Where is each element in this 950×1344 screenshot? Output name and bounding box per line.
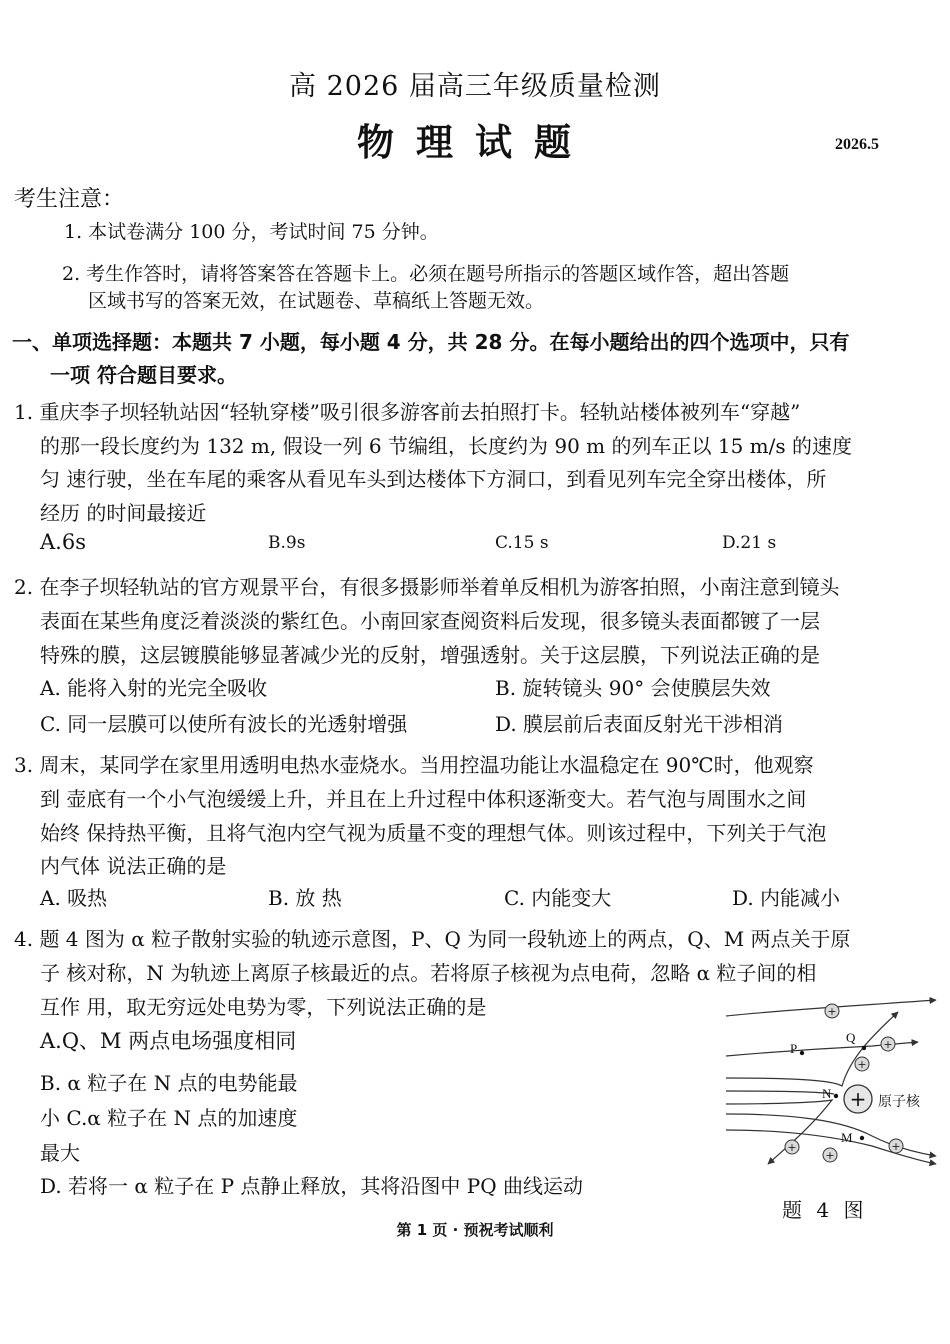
subject-title: 物理试题 [357, 121, 593, 164]
q4-option-a: A.Q、M 两点电场强度相同 [40, 1029, 297, 1053]
q2-line: 2. 在李子坝轻轨站的官方观景平台，有很多摄影师举着单反相机为游客拍照，小南注意到镜头 [14, 575, 840, 599]
point-m [860, 1136, 864, 1140]
q3-line: 3. 周末，某同学在家里用透明电热水壶烧水。当用控温功能让水温稳定在 90℃时，他观察 [14, 753, 814, 777]
notice-item-1: 1. 本试卷满分 100 分，考试时间 75 分钟。 [64, 221, 439, 243]
q3-option-c: C. 内能变大 [504, 886, 612, 910]
point-n [834, 1094, 838, 1098]
q3-line: 内气体 说法正确的是 [40, 854, 227, 878]
q1-line: 1. 重庆李子坝轻轨站因“轻轨穿楼”吸引很多游客前去拍照打卡。轻轨站楼体被列车“穿越” [14, 400, 801, 424]
page-footer: 第 1 页 · 预祝考试顺利 [396, 1221, 554, 1239]
exam-title: 高 2026 届高三年级质量检测 [289, 71, 661, 102]
section-heading-cont: 一项 符合题目要求。 [50, 363, 237, 387]
q3-option-b: B. 放 热 [268, 886, 342, 910]
nucleus [844, 1085, 872, 1113]
q1-line: 经历 的时间最接近 [40, 501, 207, 525]
label-p: P [790, 1041, 798, 1056]
plus-sign: + [825, 1149, 835, 1162]
q4-option-c-cont: 最大 [40, 1141, 80, 1165]
q3-option-a: A. 吸热 [40, 886, 108, 910]
section-heading: 一、单项选择题：本题共 7 小题，每小题 4 分，共 28 分。在每小题给出的四个选项中，只有 [12, 330, 850, 354]
exam-date: 2026.5 [835, 136, 879, 153]
q2-line: 表面在某些角度泛着淡淡的紫红色。小南回家查阅资料后发现，很多镜头表面都镀了一层 [40, 609, 820, 633]
q1-line: 匀 速行驶，坐在车尾的乘客从看见车头到达楼体下方洞口，到看见列车完全穿出楼体，所 [40, 467, 827, 491]
q4-line: 子 核对称，N 为轨迹上离原子核最近的点。若将原子核视为点电荷，忽略 α 粒子间的相 [40, 961, 817, 985]
label-n: N [822, 1086, 832, 1101]
plus-sign: + [883, 1038, 893, 1051]
alpha-scattering-diagram [722, 996, 940, 1176]
q2-option-a: A. 能将入射的光完全吸收 [40, 676, 268, 700]
trajectory-to-nucleus [726, 1091, 834, 1094]
notice-item-2: 2. 考生作答时，请将答案答在答题卡上。必须在题号所指示的答题区域作答，超出答题 [62, 263, 790, 285]
alpha-trajectories [726, 1000, 936, 1164]
nucleus-plus-sign: + [849, 1087, 867, 1111]
figure-caption: 题 4 图 [782, 1198, 868, 1222]
plus-sign: + [857, 1058, 867, 1071]
q2-line: 特殊的膜，这层镀膜能够显著减少光的反射，增强透射。关于这层膜，下列说法正确的是 [40, 643, 820, 667]
q2-option-c: C. 同一层膜可以使所有波长的光透射增强 [40, 712, 408, 736]
q1-option-c: C.15 s [495, 533, 549, 553]
plus-sign: + [787, 1141, 797, 1154]
q4-option-c: 小 C.α 粒子在 N 点的加速度 [40, 1106, 298, 1130]
label-q: Q [846, 1030, 856, 1045]
label-m: M [841, 1130, 853, 1145]
plus-sign: + [891, 1140, 901, 1153]
q3-line: 始终 保持热平衡，且将气泡内空气视为质量不变的理想气体。则该过程中，下列关于气泡 [40, 821, 827, 845]
nucleus-label: 原子核 [878, 1094, 920, 1110]
point-q [862, 1046, 866, 1050]
q4-option-b: B. α 粒子在 N 点的电势能最 [40, 1071, 298, 1095]
q1-option-d: D.21 s [722, 533, 777, 553]
q4-line: 互作 用，取无穷远处电势为零，下列说法正确的是 [40, 995, 487, 1019]
notice-item-2-cont: 区域书写的答案无效，在试题卷、草稿纸上答题无效。 [88, 290, 545, 312]
notice-heading: 考生注意： [14, 187, 125, 212]
q2-option-d: D. 膜层前后表面反射光干涉相消 [495, 712, 784, 736]
q2-option-b: B. 旋转镜头 90° 会使膜层失效 [495, 676, 771, 700]
q3-line: 到 壶底有一个小气泡缓缓上升，并且在上升过程中体积逐渐变大。若气泡与周围水之间 [40, 787, 807, 811]
q3-option-d: D. 内能减小 [732, 886, 841, 910]
q4-line: 4. 题 4 图为 α 粒子散射实验的轨迹示意图，P、Q 为同一段轨迹上的两点，Q、M 两点关于原 [14, 927, 851, 951]
q1-option-b: B.9s [268, 533, 306, 553]
q4-option-d: D. 若将一 α 粒子在 P 点静止释放，其将沿图中 PQ 曲线运动 [40, 1174, 583, 1198]
q1-line: 的那一段长度约为 132 m, 假设一列 6 节编组，长度约为 90 m 的列车正以 15 m/s 的速度 [40, 434, 852, 458]
q1-option-a: A.6s [40, 530, 86, 554]
point-p [800, 1051, 804, 1055]
plus-sign: + [827, 1005, 837, 1018]
